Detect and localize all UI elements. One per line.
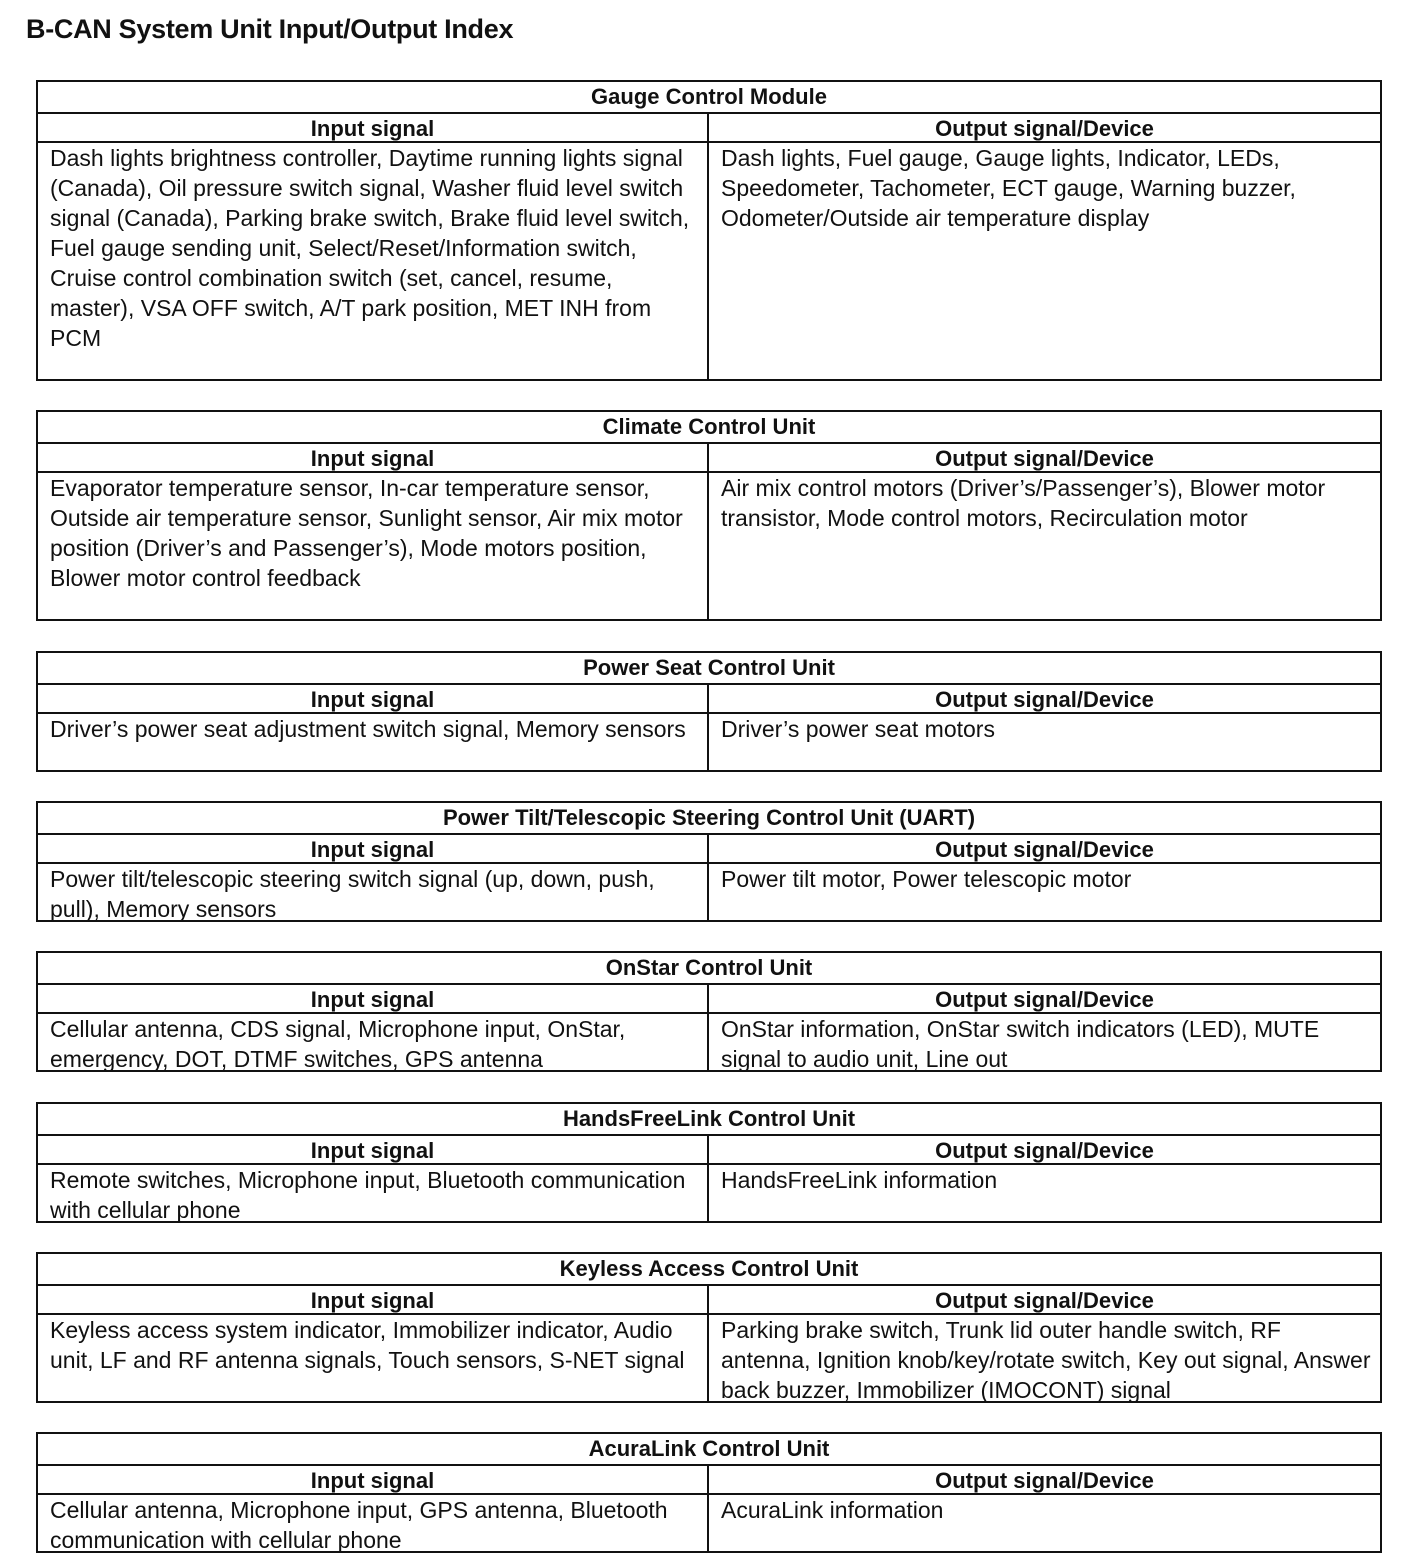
input-signal-header: Input signal: [38, 985, 709, 1014]
output-signal-cell: AcuraLink information: [721, 1497, 944, 1523]
column-header-row: [38, 1286, 1380, 1315]
output-signal-header: Output signal/Device: [709, 444, 1380, 473]
input-signal-cell: Driver’s power seat adjustment switch signal, Memory sensors: [38, 714, 709, 771]
input-signal-header: Input signal: [38, 1466, 709, 1495]
input-signal-cell: Dash lights brightness controller, Daytime running lights signal (Canada), Oil pressure switch signal, Washer fluid level switch signal (Canada), Parking brake switch, Brake fluid level switch, Fuel gauge sending unit, Select/Reset/Information switch, Cruise control combination switch (set, cancel, resume, master), VSA OFF switch, A/T park position, MET INH from PCM: [38, 143, 709, 380]
unit-table: [36, 801, 1382, 922]
input-signal-cell: Power tilt/telescopic steering switch signal (up, down, push, pull), Memory sensors: [38, 864, 709, 921]
unit-title: OnStar Control Unit: [38, 953, 1380, 985]
output-signal-cell: Dash lights, Fuel gauge, Gauge lights, Indicator, LEDs, Speedometer, Tachometer, ECT gauge, Warning buzzer, Odometer/Outside air temperature display: [721, 145, 1296, 231]
input-signal-cell: Remote switches, Microphone input, Bluetooth communication with cellular phone: [38, 1165, 709, 1222]
column-header-row: [38, 1466, 1380, 1495]
page-title: B-CAN System Unit Input/Output Index: [26, 14, 514, 44]
input-signal-cell: Cellular antenna, CDS signal, Microphone input, OnStar, emergency, DOT, DTMF switches, GPS antenna: [38, 1014, 709, 1071]
unit-table: [36, 1102, 1382, 1223]
unit-table: [36, 951, 1382, 1072]
input-signal-cell: Cellular antenna, Microphone input, GPS antenna, Bluetooth communication with cellular phone: [38, 1495, 709, 1552]
output-signal-cell: HandsFreeLink information: [721, 1167, 998, 1193]
unit-table: [36, 651, 1382, 772]
output-signal-header: Output signal/Device: [709, 685, 1380, 714]
column-header-row: [38, 985, 1380, 1014]
column-header-row: [38, 1136, 1380, 1165]
input-signal-cell: Evaporator temperature sensor, In-car temperature sensor, Outside air temperature sensor, Sunlight sensor, Air mix motor position (Driver’s and Passenger’s), Mode motors position, Blower motor control feedback: [38, 473, 709, 620]
input-signal-header: Input signal: [38, 1286, 709, 1315]
input-signal-header: Input signal: [38, 685, 709, 714]
output-signal-cell: Driver’s power seat motors: [721, 716, 995, 742]
output-signal-header: Output signal/Device: [709, 1286, 1380, 1315]
unit-title: Power Seat Control Unit: [38, 653, 1380, 685]
column-header-row: [38, 685, 1380, 714]
input-signal-cell: Keyless access system indicator, Immobilizer indicator, Audio unit, LF and RF antenna signals, Touch sensors, S-NET signal: [38, 1315, 709, 1402]
table-row: [38, 864, 1380, 921]
input-signal-header: Input signal: [38, 114, 709, 143]
output-signal-header: Output signal/Device: [709, 1136, 1380, 1165]
input-signal-header: Input signal: [38, 835, 709, 864]
table-row: [38, 1495, 1380, 1552]
output-signal-cell: Power tilt motor, Power telescopic motor: [721, 866, 1132, 892]
table-row: [38, 714, 1380, 771]
input-signal-header: Input signal: [38, 444, 709, 473]
unit-title: Power Tilt/Telescopic Steering Control Unit (UART): [38, 803, 1380, 835]
unit-title: AcuraLink Control Unit: [38, 1434, 1380, 1466]
table-row: [38, 1315, 1380, 1402]
output-signal-header: Output signal/Device: [709, 114, 1380, 143]
unit-title: HandsFreeLink Control Unit: [38, 1104, 1380, 1136]
unit-table: [36, 1432, 1382, 1553]
input-signal-header: Input signal: [38, 1136, 709, 1165]
output-signal-header: Output signal/Device: [709, 985, 1380, 1014]
table-row: [38, 143, 1380, 380]
table-row: [38, 1014, 1380, 1071]
output-signal-cell: OnStar information, OnStar switch indicators (LED), MUTE signal to audio unit, Line out: [721, 1016, 1320, 1072]
output-signal-header: Output signal/Device: [709, 835, 1380, 864]
unit-table: [36, 410, 1382, 621]
table-row: [38, 473, 1380, 620]
table-row: [38, 1165, 1380, 1222]
column-header-row: [38, 444, 1380, 473]
output-signal-header: Output signal/Device: [709, 1466, 1380, 1495]
unit-table: [36, 1252, 1382, 1403]
column-header-row: [38, 835, 1380, 864]
output-signal-cell: Air mix control motors (Driver’s/Passenger’s), Blower motor transistor, Mode control motors, Recirculation motor: [721, 475, 1326, 531]
unit-title: Keyless Access Control Unit: [38, 1254, 1380, 1286]
unit-title: Climate Control Unit: [38, 412, 1380, 444]
column-header-row: [38, 114, 1380, 143]
unit-table: [36, 80, 1382, 381]
unit-title: Gauge Control Module: [38, 82, 1380, 114]
output-signal-cell: Parking brake switch, Trunk lid outer handle switch, RF antenna, Ignition knob/key/rotate switch, Key out signal, Answer back buzzer, Immobilizer (IMOCONT) signal: [721, 1317, 1371, 1403]
